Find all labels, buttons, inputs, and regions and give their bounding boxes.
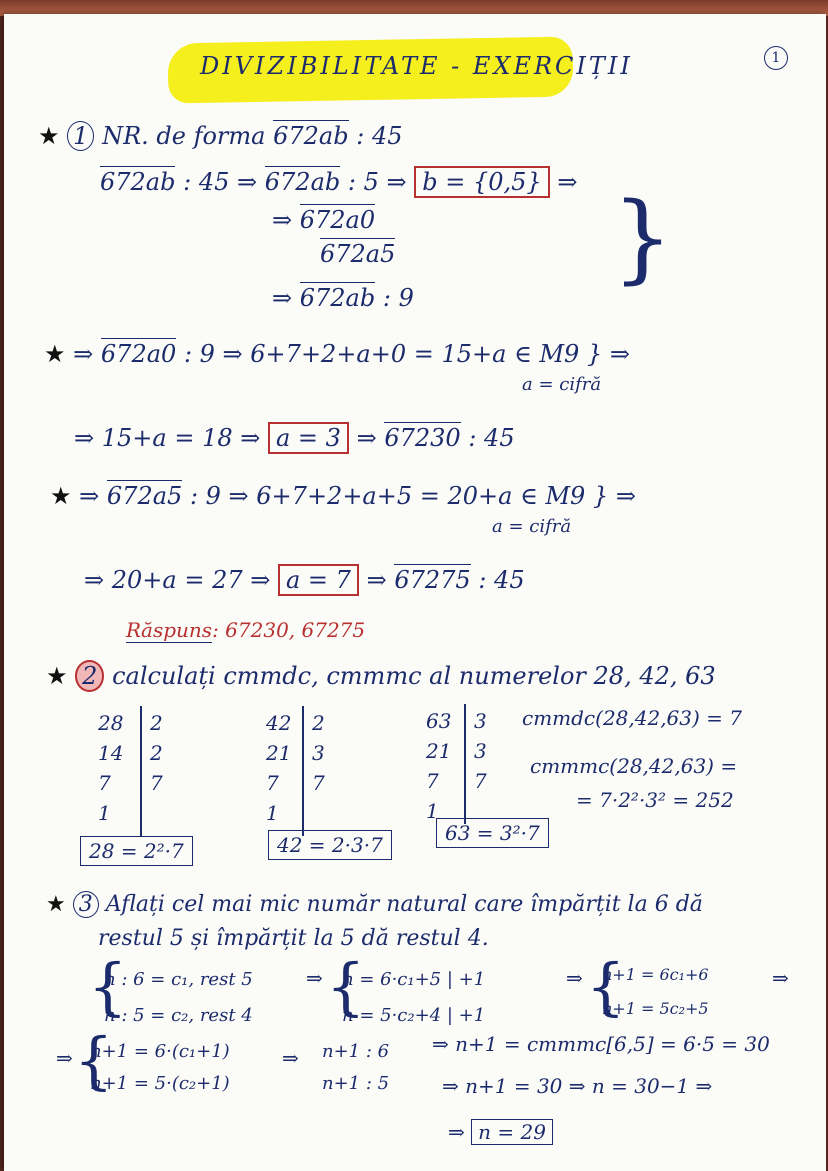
decomp-42-left: 42 21 7 1 [266,711,292,825]
decomp-63-left: 63 21 7 1 [426,709,452,823]
ex1-line1: 672ab : 45 ⇒ 672ab : 5 ⇒ b = {0,5} ⇒ [100,168,578,196]
ex3-system4: n+1 = 6·(c₁+1) n+1 = 5·(c₂+1) [90,1041,230,1094]
ex1-case1-note: a = cifră [522,374,602,395]
ex1-opt2: 672a5 [320,240,396,268]
ex3-statement-line1: ★ 3 Aflați cel mai mic număr natural care împărțit la 6 dă [46,892,703,917]
cmmmc-line1: cmmmc(28,42,63) = [530,754,738,778]
decomp-28-result: 28 = 2²·7 [80,836,193,866]
decomp-42-result: 42 = 2·3·7 [268,830,392,860]
page-number: 1 [764,46,788,70]
implies-2: ⇒ [566,966,583,990]
brace-open: { [88,950,128,1023]
ex1-case1: ★ ⇒ 672a0 : 9 ⇒ 6+7+2+a+0 = 15+a ∈ M9 } ⇒ [44,340,630,368]
brace-open: { [326,950,366,1023]
decomp-28-left: 28 14 7 1 [98,711,124,825]
implies-4: ⇒ [56,1046,73,1070]
ex1-case1-result: ⇒ 15+a = 18 ⇒ a = 3 ⇒ 67230 : 45 [74,424,515,452]
cmmdc-result: cmmdc(28,42,63) = 7 [522,706,742,730]
ex3-system1: n : 6 = c₁, rest 5 n : 5 = c₂, rest 4 [104,969,253,1026]
star-icon: ★ [46,662,68,690]
cmmmc-line2: = 7·2²·3² = 252 [576,788,734,812]
ex1-case2-note: a = cifră [492,516,572,537]
ex2-statement: ★ 2 calculați cmmdc, cmmmc al numerelor 28, 42, 63 [46,662,716,690]
ex3-final: ⇒ n = 29 [448,1120,553,1144]
implies-1: ⇒ [306,966,323,990]
decomp-63-result: 63 = 3²·7 [436,818,549,848]
ex1-case2: ★ ⇒ 672a5 : 9 ⇒ 6+7+2+a+5 = 20+a ∈ M9 } ⇒ [50,482,636,510]
ex3-statement-line2: restul 5 și împărțit la 5 dă restul 4. [98,926,489,951]
ex3-lcm-line: ⇒ n+1 = cmmmc[6,5] = 6·5 = 30 [432,1032,770,1056]
page-title: DIVIZIBILITATE - EXERCIȚII [200,52,633,80]
star-icon: ★ [50,482,72,510]
implies-3: ⇒ [772,966,789,990]
divider-bar [140,706,142,836]
decomp-42-right: 2 3 7 [312,711,325,795]
ex1-case2-result: ⇒ 20+a = 27 ⇒ a = 7 ⇒ 67275 : 45 [84,566,525,594]
star-icon: ★ [44,340,66,368]
divider-bar [464,704,466,824]
brace-close: } [612,182,674,294]
ex3-system3: n+1 = 6c₁+6 n+1 = 5c₂+5 [602,965,709,1018]
star-icon: ★ [46,892,66,917]
ex3-number: 3 [73,891,99,918]
implies-5: ⇒ [282,1046,299,1070]
decomp-63-right: 3 3 7 [474,709,487,793]
decomp-28-right: 2 2 7 [150,711,163,795]
brace-open: { [74,1024,114,1097]
ex3-step-line: ⇒ n+1 = 30 ⇒ n = 30−1 ⇒ [442,1074,713,1098]
star-icon: ★ [38,122,60,150]
n29-box: n = 29 [471,1119,553,1145]
b-box: b = {0,5} [414,166,549,198]
ex1-statement: ★ 1 NR. de forma 672ab : 45 [38,122,403,150]
ex1-opt1: ⇒ 672a0 [272,206,376,234]
ex1-number: 1 [67,121,94,151]
ex1-div9: ⇒ 672ab : 9 [272,284,414,312]
ex2-number: 2 [75,660,104,692]
a7-box: a = 7 [278,564,359,596]
brace-open: { [586,950,626,1023]
ex3-divisibility: n+1 : 6 n+1 : 5 [322,1041,390,1094]
ex3-system2: n = 6·c₁+5 | +1 n = 5·c₂+4 | +1 [342,969,486,1026]
a3-box: a = 3 [268,422,349,454]
ex1-answer: Răspuns: 67230, 67275 [126,618,366,642]
divider-bar [302,706,304,836]
